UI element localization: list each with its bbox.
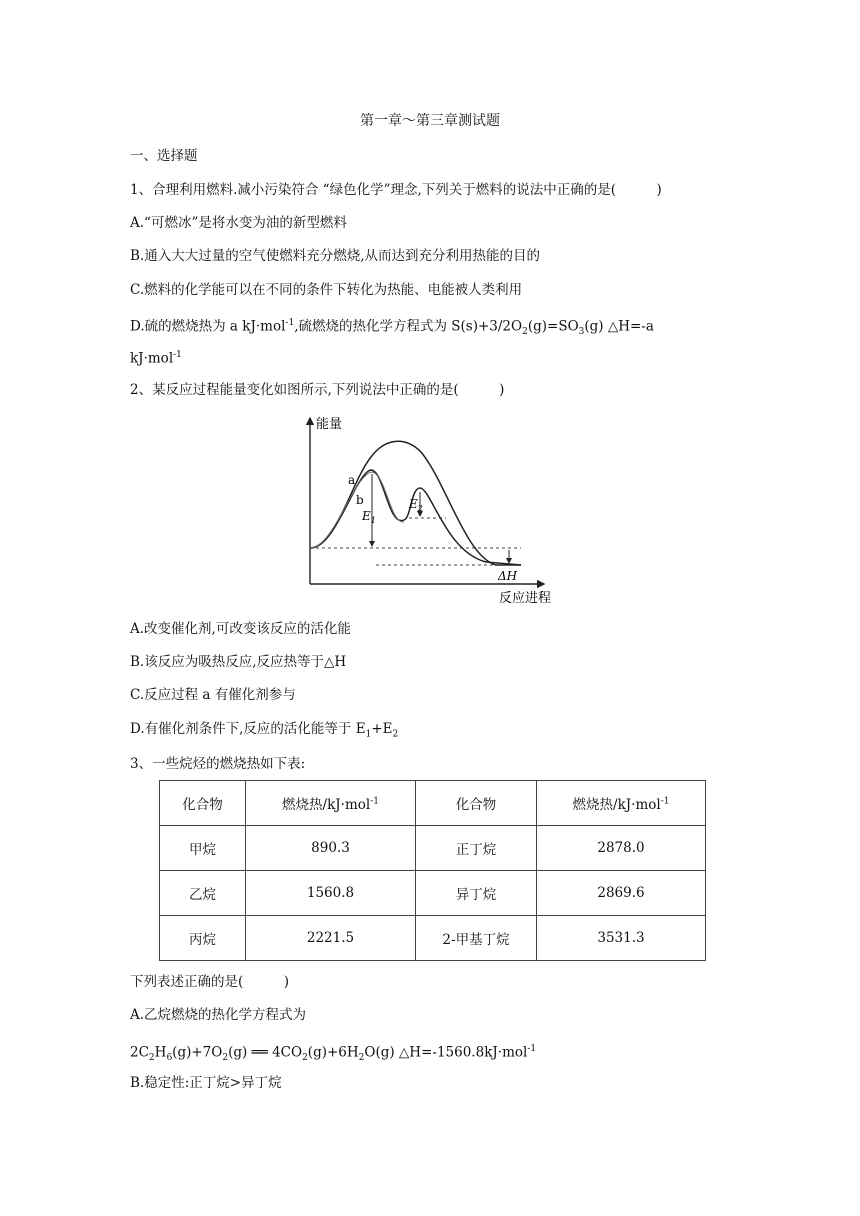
table-cell: 异丁烷	[416, 871, 537, 916]
table-cell: 甲烷	[160, 826, 246, 871]
label-e2: $E_2$	[409, 497, 423, 513]
table-cell: 乙烷	[160, 871, 246, 916]
q1-option-d: D.硫的燃烧热为 a kJ·mol$^{-1}$,硫燃烧的热化学方程式为 $S(s)+3/2O_2(g)=SO_3(g)$ △H=-a	[130, 318, 654, 338]
page-title: 第一章～第三章测试题	[360, 113, 500, 129]
x-axis-label: 反应进程	[499, 591, 552, 606]
table-cell: 2221.5	[246, 916, 416, 961]
energy-diagram	[296, 412, 566, 612]
q1-stem: 1、合理利用燃料.减小污染符合 “绿色化学”理念,下列关于燃料的说法中正确的是( )	[130, 182, 662, 198]
table-cell: 2878.0	[537, 826, 706, 871]
q1-option-c: C.燃料的化学能可以在不同的条件下转化为热能、电能被人类利用	[130, 282, 523, 298]
section-heading: 一、选择题	[130, 148, 198, 164]
table-row	[160, 826, 706, 871]
table-header: 化合物	[160, 781, 246, 826]
table-header: 化合物	[416, 781, 537, 826]
table-header: 燃烧热/kJ·mol$^{-1}$	[537, 781, 706, 826]
q1-option-a: A.“可燃冰”是将水变为油的新型燃料	[130, 215, 347, 231]
label-b: b	[356, 493, 364, 507]
table-cell: 2869.6	[537, 871, 706, 916]
table-cell: 丙烷	[160, 916, 246, 961]
label-e1: $E_1$	[362, 509, 376, 525]
table-header: 燃烧热/kJ·mol$^{-1}$	[246, 781, 416, 826]
table-header-row	[160, 781, 706, 826]
y-axis-label: 能量	[316, 417, 343, 432]
table-cell: 2-甲基丁烷	[416, 916, 537, 961]
q2-option-b: B.该反应为吸热反应,反应热等于△H	[130, 654, 347, 670]
table-cell: 正丁烷	[416, 826, 537, 871]
q2-option-a: A.改变催化剂,可改变该反应的活化能	[130, 621, 351, 637]
q3-equation: $2C_2H_6(g)+7O_2(g)$ ══ $4CO_2(g)+6H_2O(g)$ △H=-1560.8kJ·mol$^{-1}$	[130, 1044, 537, 1064]
q1-option-d-cont: kJ·mol$^{-1}$	[130, 350, 182, 367]
table-row	[160, 916, 706, 961]
q2-option-c: C.反应过程 a 有催化剂参与	[130, 687, 296, 703]
table-row	[160, 871, 706, 916]
table-cell: 3531.3	[537, 916, 706, 961]
table-cell: 1560.8	[246, 871, 416, 916]
q1-option-b: B.通入大大过量的空气使燃料充分燃烧,从而达到充分利用热能的目的	[130, 248, 541, 264]
combustion-heat-table	[159, 780, 706, 961]
q3-option-b: B.稳定性:正丁烷>异丁烷	[130, 1075, 282, 1091]
q3-stem: 3、一些烷烃的燃烧热如下表:	[130, 756, 306, 772]
q3-prompt: 下列表述正确的是( )	[130, 974, 290, 990]
label-a: a	[348, 473, 356, 487]
q2-stem: 2、某反应过程能量变化如图所示,下列说法中正确的是( )	[130, 382, 505, 398]
q2-option-d: D.有催化剂条件下,反应的活化能等于 $E_1+E_2$	[130, 721, 399, 740]
label-dh: ΔH	[498, 569, 518, 583]
table-cell: 890.3	[246, 826, 416, 871]
q3-option-a: A.乙烷燃烧的热化学方程式为	[130, 1007, 307, 1023]
